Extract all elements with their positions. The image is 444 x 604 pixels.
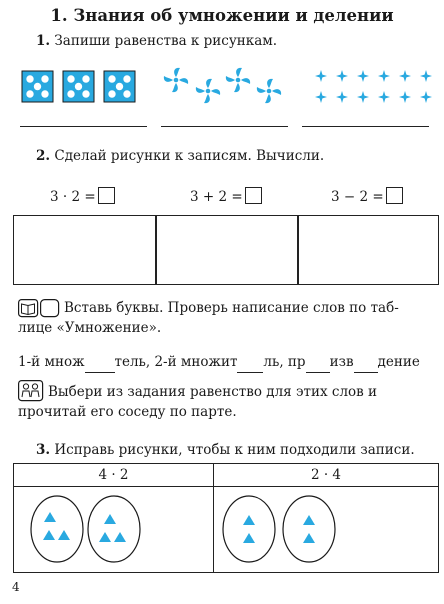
word-2-part: тель, 2-й множит [114,354,238,370]
task3-number: 3. [36,442,51,458]
task3-header-1: 4 · 2 [14,464,214,487]
task3-prompt [36,442,415,458]
blank-4[interactable] [354,352,378,373]
oval-right-1 [223,496,275,562]
expression-3 [331,187,403,205]
task3-table [13,463,439,573]
task2-prompt [36,148,324,164]
triangle [43,530,55,540]
task1-answer-line-3[interactable] [302,126,429,127]
blank-2[interactable] [237,352,263,373]
pair-task-line1: Выбери из задания равенство для этих слов и [48,384,378,400]
triangle [58,530,70,540]
task3-text: Исправь рисунки, чтобы к ним подходили записи. [54,442,415,458]
letters-task-line2: лице «Умножение». [18,320,162,336]
expression-2 [190,187,262,205]
expression-1 [50,187,115,205]
triangle [243,515,255,525]
drawing-area-3[interactable] [297,215,439,285]
task1-answer-line-1[interactable] [20,126,147,127]
word-3-part: ль, пр [263,354,306,370]
task1-number: 1. [36,33,51,49]
dotted-squares-group [22,71,135,102]
pinwheels-group [164,68,281,103]
expression-3-text: 3 − 2 = [331,189,384,205]
triangle [114,532,126,542]
blank-1[interactable] [85,352,115,373]
words-fill-in [18,352,420,373]
task1-prompt [36,33,277,49]
expression-2-text: 3 + 2 = [190,189,243,205]
triangle [243,533,255,543]
expression-2-answer-box[interactable] [245,187,262,204]
page-number: 4 [12,580,20,594]
oval-left-2 [88,496,140,562]
triangle [303,533,315,543]
stars-group [315,70,432,103]
task2-text: Сделай рисунки к записям. Вычисли. [54,148,325,164]
drawing-area-2[interactable] [155,215,299,285]
pair-task-line2: прочитай его соседу по парте. [18,404,237,420]
triangle [303,515,315,525]
task3-pictures [14,486,438,572]
blank-3[interactable] [306,352,330,373]
page-heading: 1. Знания об умножении и делении [50,6,394,25]
drawing-area-1[interactable] [13,215,157,285]
triangle [44,512,56,522]
task1-text: Запиши равенства к рисункам. [54,33,278,49]
expression-1-answer-box[interactable] [98,187,115,204]
word-5-part: дение [377,354,420,370]
expression-1-text: 3 · 2 = [50,189,96,205]
word-1-part: 1-й множ [18,354,85,370]
task1-answer-line-2[interactable] [161,126,288,127]
task3-header-2: 2 · 4 [214,464,438,487]
letters-task-line1: Вставь буквы. Проверь написание слов по таб- [64,300,399,316]
word-4-part: изв [329,354,354,370]
task2-number: 2. [36,148,51,164]
oval-right-2 [283,496,335,562]
task1-pictures [0,60,444,115]
expression-3-answer-box[interactable] [386,187,403,204]
triangle [99,532,111,542]
triangle [104,514,116,524]
oval-left-1 [31,496,83,562]
